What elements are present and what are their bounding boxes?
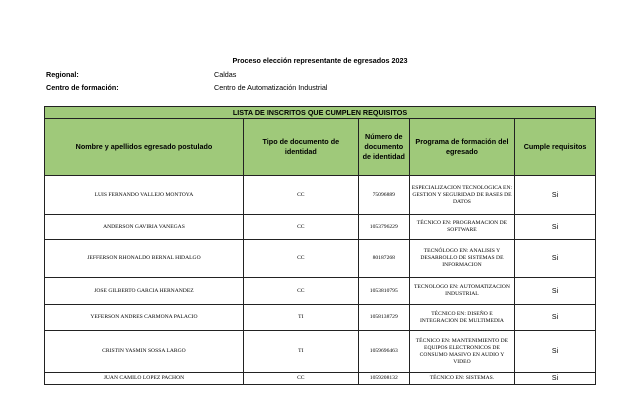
cell-programa: TÉCNICO EN: DISEÑO E INTEGRACION DE MULTIMEDIA [409,305,514,331]
header-programa: Programa de formación del egresado [409,119,514,176]
cell-nombre: JEFFERSON RHONALDO BERNAL HIDALGO [45,240,244,278]
cell-numero: 80187268 [358,240,409,278]
regional-value: Caldas [214,70,237,79]
table-row [45,373,596,385]
table-row [45,176,596,215]
cell-tipo: CC [243,278,358,305]
regional-row [46,70,236,79]
table-banner: LISTA DE INSCRITOS QUE CUMPLEN REQUISITOS [45,107,596,119]
centro-label: Centro de formación: [46,83,119,92]
cell-tipo: CC [243,240,358,278]
inscritos-table [44,106,596,385]
cell-programa: ESPECIALIZACION TECNOLOGICA EN: GESTION Y SEGURIDAD DE BASES DE DATOS [409,176,514,215]
cell-tipo: CC [243,215,358,240]
cell-numero: 1059208132 [358,373,409,385]
centro-row [46,83,327,92]
header-tipo: Tipo de documento de identidad [243,119,358,176]
cell-cumple: Si [515,215,596,240]
cell-nombre: LUIS FERNANDO VALLEJO MONTOYA [45,176,244,215]
document-title: Proceso elección representante de egresados 2023 [232,56,408,65]
cell-tipo: CC [243,176,358,215]
cell-tipo: TI [243,305,358,331]
cell-tipo: CC [243,373,358,385]
cell-numero: 1053796229 [358,215,409,240]
cell-nombre: YEFERSON ANDRES CARMONA PALACIO [45,305,244,331]
cell-nombre: JOSE GILBERTO GARCIA HERNANDEZ [45,278,244,305]
table-banner-row [45,107,596,119]
cell-programa: TÉCNICO EN: SISTEMAS. [409,373,514,385]
table-row [45,331,596,373]
cell-cumple: Si [515,331,596,373]
cell-cumple: Si [515,373,596,385]
table-header-row [45,119,596,176]
table-row [45,240,596,278]
header-numero: Número de documento de identidad [358,119,409,176]
cell-numero: 75096889 [358,176,409,215]
cell-programa: TECNOLOGO EN: AUTOMATIZACION INDUSTRIAL [409,278,514,305]
table-row [45,305,596,331]
cell-numero: 1058138729 [358,305,409,331]
cell-nombre: ANDERSON GAVIRIA VANEGAS [45,215,244,240]
cell-cumple: Si [515,278,596,305]
cell-programa: TECNÓLOGO EN: ANALISIS Y DESARROLLO DE SISTEMAS DE INFORMACION [409,240,514,278]
centro-value: Centro de Automatización Industrial [214,83,328,92]
table-row [45,278,596,305]
cell-cumple: Si [515,240,596,278]
header-cumple: Cumple requisitos [515,119,596,176]
cell-nombre: JUAN CAMILO LOPEZ PACHON [45,373,244,385]
regional-label: Regional: [46,70,79,79]
cell-tipo: TI [243,331,358,373]
cell-cumple: Si [515,176,596,215]
cell-cumple: Si [515,305,596,331]
table-row [45,215,596,240]
header-nombre: Nombre y apellidos egresado postulado [45,119,244,176]
cell-numero: 1053810795 [358,278,409,305]
cell-numero: 1059696463 [358,331,409,373]
cell-programa: TÉCNICO EN: PROGRAMACION DE SOFTWARE [409,215,514,240]
cell-programa: TÉCNICO EN: MANTENIMIENTO DE EQUIPOS ELECTRONICOS DE CONSUMO MASIVO EN AUDIO Y VIDEO [409,331,514,373]
cell-nombre: CRISTIN YASMIN SOSSA LARGO [45,331,244,373]
